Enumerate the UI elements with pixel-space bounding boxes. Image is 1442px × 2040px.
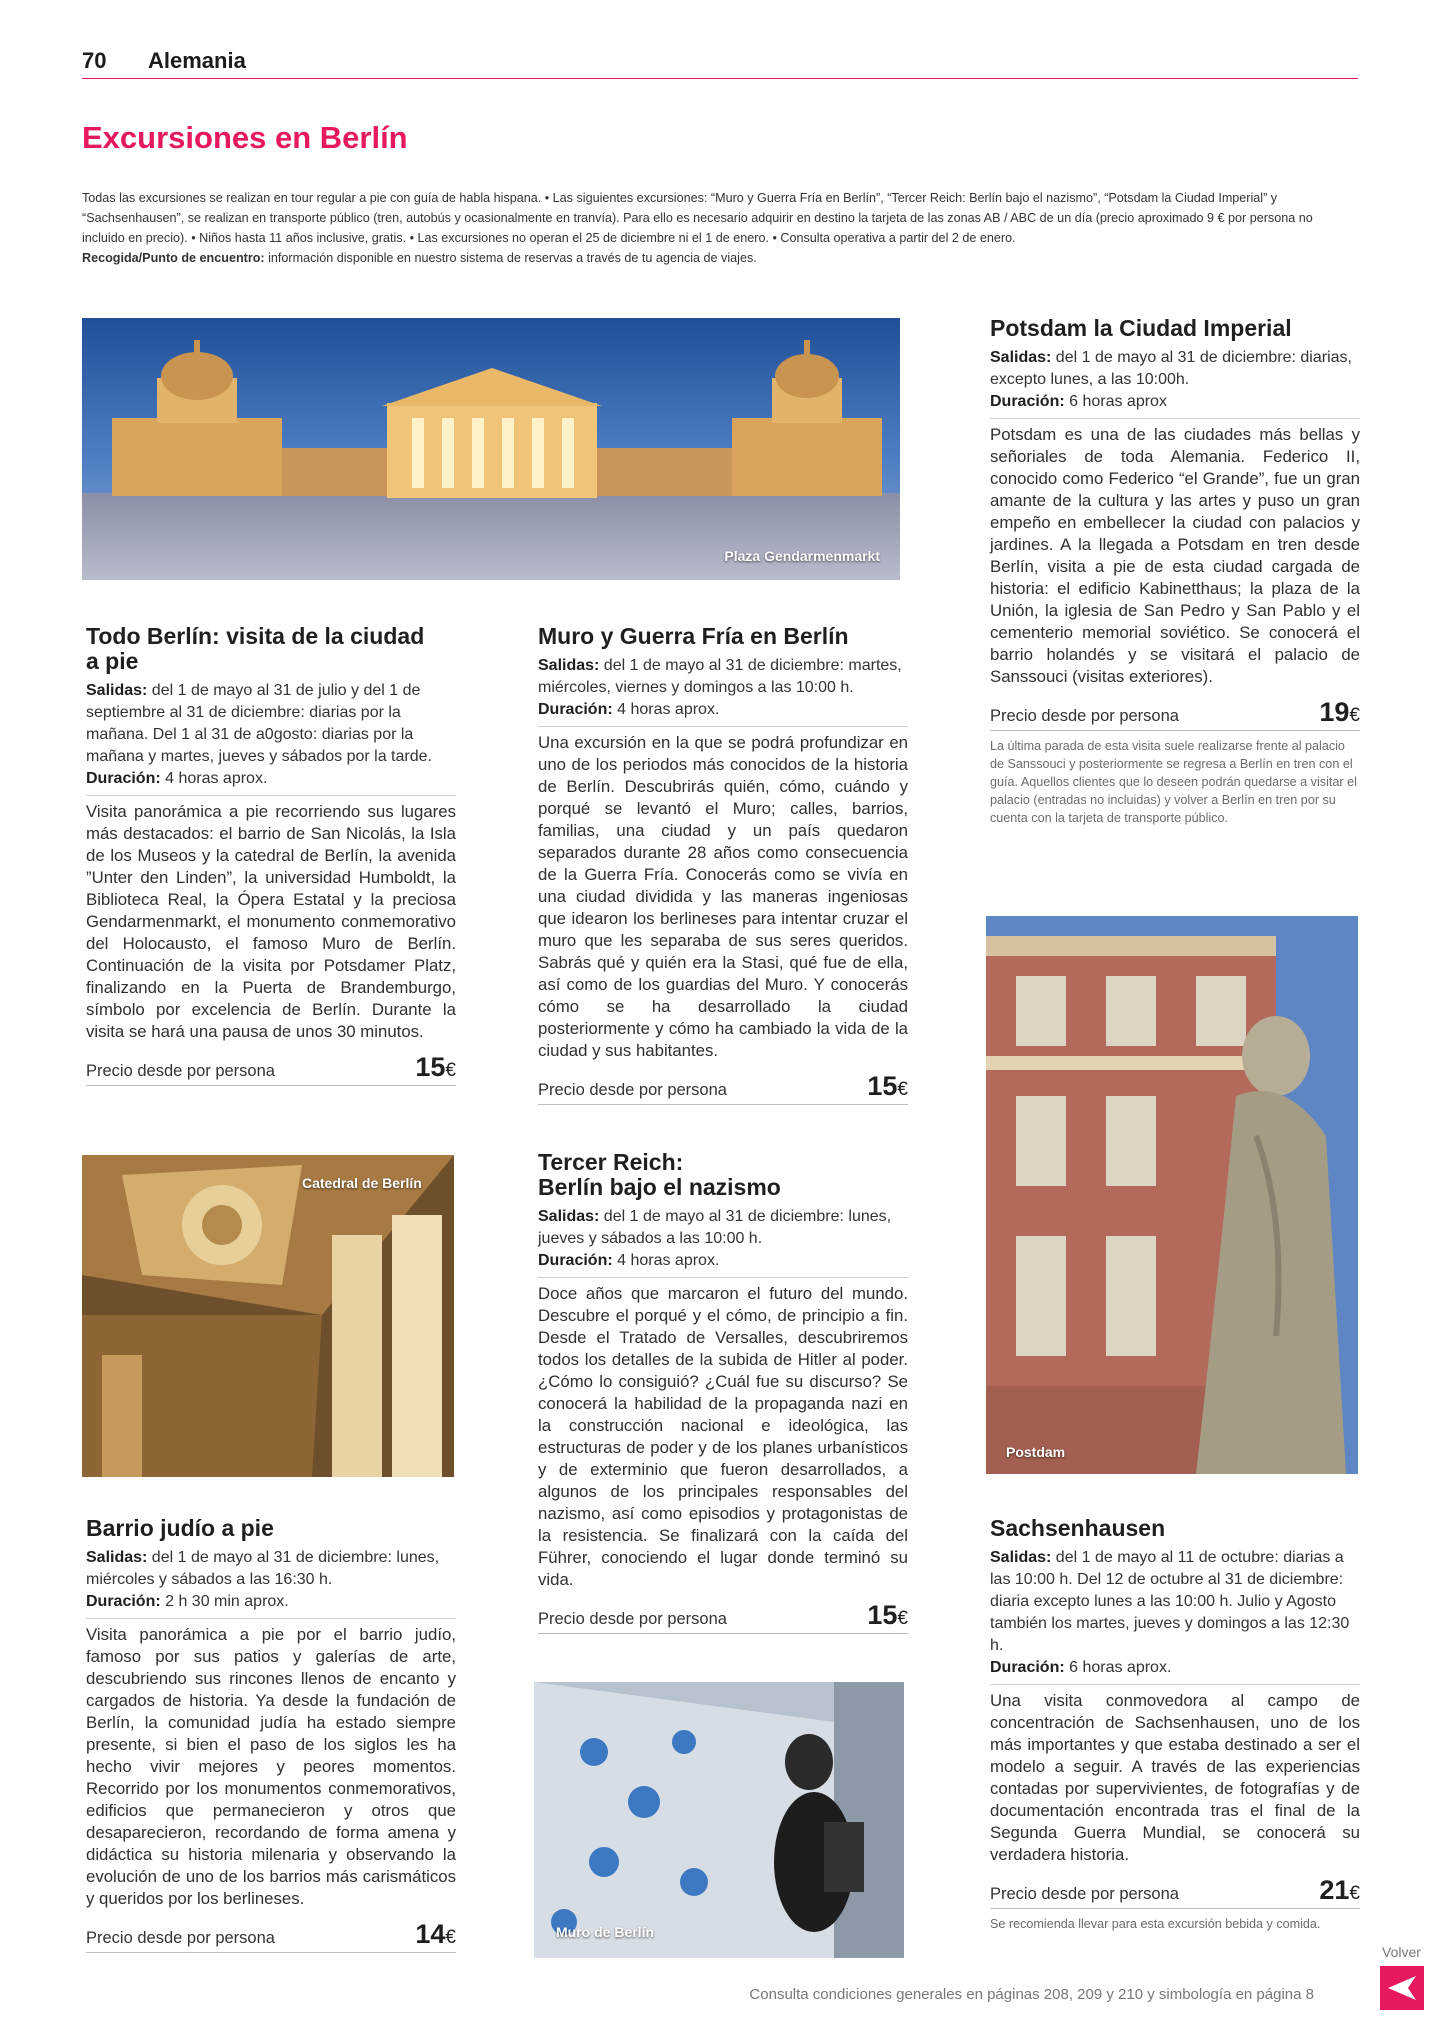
tour-price [86,1049,456,1086]
price-value [1319,1875,1360,1906]
duracion-text: 6 horas aprox. [1064,1659,1172,1676]
page-title: Excursiones en Berlín [82,120,408,155]
tour-note: La última parada de esta visita suele realizarse frente al palacio de Sanssouci y posteriormente se regresa a Berlín en tren con el guía. Aquellos clientes que lo deseen podrán quedarse a visitar el palacio (entradas no incluidas) y volver a Berlín en tren por su cuenta con la tarjeta de transporte público. [990,739,1357,825]
salidas-label: Salidas: [538,657,600,674]
tour-muro-guerra-fria [538,624,908,1105]
price-label: Precio desde por persona [990,1885,1179,1903]
tour-salidas [990,1547,1360,1657]
tour-price [86,1916,456,1953]
tour-todo-berlin [86,624,456,1086]
price-amount: 14 [415,1919,446,1949]
salidas-label: Salidas: [990,349,1052,366]
footer-note: Consulta condiciones generales en páginas 208, 209 y 210 y simbología en página 8 [749,1986,1314,2003]
tour-duracion [990,391,1360,419]
pickup-label: Recogida/Punto de encuentro: [82,251,265,265]
duracion-label: Duración: [538,701,613,718]
price-value [1319,697,1360,728]
price-value [867,1071,908,1102]
tour-price [990,694,1360,731]
price-label: Precio desde por persona [990,707,1179,725]
salidas-label: Salidas: [538,1208,600,1225]
salidas-label: Salidas: [86,682,148,699]
salidas-label: Salidas: [990,1549,1052,1566]
tour-duracion [990,1657,1360,1685]
tour-title: Potsdam la Ciudad Imperial [990,315,1292,341]
salidas-label: Salidas: [86,1549,148,1566]
tour-title: Muro y Guerra Fría en Berlín [538,623,849,649]
tour-sachsenhausen [990,1516,1360,1933]
photo-catedral-image [82,1155,454,1477]
photo-caption: Catedral de Berlín [302,1175,422,1191]
back-button[interactable] [1380,1966,1424,2010]
currency: € [445,1060,456,1081]
price-label: Precio desde por persona [538,1610,727,1628]
duracion-text: 6 horas aprox [1064,393,1167,410]
price-amount: 15 [415,1052,446,1082]
tour-title: Sachsenhausen [990,1515,1166,1541]
duracion-label: Duración: [86,1593,161,1610]
salidas-text: del 1 de mayo al 31 de diciembre: diarias, excepto lunes, a las 10:00h. [990,349,1352,388]
currency: € [445,1927,456,1948]
duracion-text: 2 h 30 min aprox. [160,1593,289,1610]
price-amount: 19 [1319,697,1350,727]
price-amount: 21 [1319,1875,1350,1905]
duracion-label: Duración: [86,770,161,787]
tour-salidas [86,1547,456,1591]
price-label: Precio desde por persona [538,1081,727,1099]
currency: € [1349,705,1360,726]
photo-muro-image [534,1682,904,1958]
currency: € [1349,1883,1360,1904]
tour-note: Se recomienda llevar para esta excursión bebida y comida. [990,1917,1321,1931]
tour-duracion [86,768,456,796]
photo-gendarmenmarkt [82,318,900,580]
currency: € [897,1608,908,1629]
price-amount: 15 [867,1600,898,1630]
tour-description: Visita panorámica a pie por el barrio judío, famoso por sus patios y galerías de arte, descubriendo sus rincones llenos de encanto y cargados de historia. Ya desde la fundación de Berlín, la comunidad judía ha estado siempre presente, si bien el paso de los siglos les ha hecho vivir mejores y peores momentos. Recorrido por los monumentos conmemorativos, edificios que permanecieron y otros que desaparecieron, recordando de forma amena y didáctica su historia milenaria y observando la evolución de uno de los barrios más carismáticos y queridos por los berlineses. [86,1625,456,1908]
tour-description: Visita panorámica a pie recorriendo sus lugares más destacados: el barrio de San Nicolás, la Isla de los Museos y la catedral de Berlín, la avenida ”Unter den Linden”, la universidad Humboldt, la Biblioteca Real, la Ópera Estatal y la preciosa Gendarmenmarkt, el monumento conmemorativo del Holocausto, el famoso Muro de Berlín. Continuación de la visita por Potsdamer Platz, finalizando en la Puerta de Brandemburgo, símbolo por excelencia de Berlín. Durante la visita se hará una pausa de unos 30 minutos. [86,802,456,1041]
tour-title [538,1150,908,1200]
pickup-text: información disponible en nuestro sistema de reservas a través de tu agencia de viajes. [264,251,757,265]
tour-duracion [86,1591,456,1619]
duracion-text: 4 horas aprox. [612,1252,720,1269]
tour-title [86,624,456,674]
photo-muro [534,1682,904,1958]
tour-price [990,1872,1360,1909]
tour-barrio-judio [86,1516,456,1953]
tour-salidas [990,347,1360,391]
tour-title-line: a pie [86,648,139,674]
tour-title-line: Todo Berlín: visita de la ciudad [86,623,425,649]
page-header [82,48,1358,79]
tour-potsdam [990,316,1360,827]
tour-duracion [538,699,908,727]
tour-salidas [538,655,908,699]
photo-caption: Muro de Berlín [556,1924,655,1940]
currency: € [897,1079,908,1100]
pickup-line [82,248,1352,268]
photo-catedral [82,1155,454,1477]
photo-gendarmenmarkt-image [82,318,900,580]
photo-caption: Postdam [1006,1444,1066,1460]
photo-postdam-image [986,916,1358,1474]
duracion-label: Duración: [990,1659,1065,1676]
tour-title-line: Berlín bajo el nazismo [538,1174,781,1200]
salidas-text: del 1 de mayo al 11 de octubre: diarias a las 10:00 h. Del 12 de octubre al 31 de diciembre: diaria excepto lunes a las 10:00 h. Julio y Agosto también los martes, jueves y domingos a las 12:30 h. [990,1549,1350,1654]
salidas-text: del 1 de mayo al 31 de julio y del 1 de septiembre al 31 de diciembre: diarias por la mañana. Del 1 al 31 de a0gosto: diarias por la mañana y martes, jueves y sábados por la tarde. [86,682,432,765]
duracion-label: Duración: [990,393,1065,410]
tour-salidas [538,1206,908,1250]
tour-salidas [86,680,456,768]
page-number: 70 [82,48,107,73]
photo-caption: Plaza Gendarmenmarkt [724,548,880,564]
salidas-text: del 1 de mayo al 31 de diciembre: martes, miércoles, viernes y domingos a las 10:00 h. [538,657,902,696]
tour-price [538,1068,908,1105]
tour-description: Una visita conmovedora al campo de concentración de Sachsenhausen, uno de los más importantes y que estaba destinado a ser el modelo a seguir. A través de las experiencias contadas por supervivientes, de fotografías y de documentación encontrada tras el final de la Segunda Guerra Mundial, se conocerá su verdadera historia. [990,1691,1360,1864]
tour-description: Una excursión en la que se podrá profundizar en uno de los periodos más conocidos de la historia de Berlín. Descubrirás quién, cómo, cuándo y porqué se levantó el Muro; calles, barrios, familias, una ciudad y un país quedaron separados durante 28 años como consecuencia de la Guerra Fría. Conocerás como se vivía en una ciudad dividida y las maneras ingeniosas que idearon los berlineses para intentar cruzar el muro que les separaba de sus seres queridos. Sabrás qué y quién era la Stasi, qué fue de ella, así como de los guardias del Muro. Y conocerás cómo se ha desarrollado la ciudad posteriormente y cómo ha cambiado la vida de la ciudad y sus habitantes. [538,733,908,1060]
photo-postdam [986,916,1358,1474]
salidas-text: del 1 de mayo al 31 de diciembre: lunes, jueves y sábados a las 10:00 h. [538,1208,892,1247]
intro-paragraph: Todas las excursiones se realizan en tour regular a pie con guía de habla hispana. • Las siguientes excursiones: “Muro y Guerra Fría en Berlín”, “Tercer Reich: Berlín bajo el nazismo”, “Potsdam la Ciudad Imperial” y “Sachsenhausen”, se realizan en transporte público (tren, autobús y ocasionalmente en tranvía). Para ello es necesario adquirir en destino la tarjeta de las zonas AB / ABC de un día (precio aproximado 9 € por persona no incluido en precio). • Niños hasta 11 años inclusive, gratis. • Las excursiones no operan el 25 de diciembre ni el 1 de enero. • Consulta operativa a partir del 2 de enero. [82,191,1313,245]
tour-title: Barrio judío a pie [86,1515,274,1541]
tour-price [538,1597,908,1634]
tour-title-line: Tercer Reich: [538,1149,684,1175]
back-arrow-icon [1380,1966,1424,2010]
tour-description: Doce años que marcaron el futuro del mundo. Descubre el porqué y el cómo, de principio a fin. Desde el Tratado de Versalles, descubriremos todos los detalles de la subida de Hitler al poder. ¿Cómo lo consiguió? ¿Cuál fue su discurso? Se conocerá la habilidad de la propaganda nazi en la construcción nacional e ideológica, las estructuras de poder y de los planes urbanísticos y de exterminio que fueron desarrollados, a algunos de los principales responsables del nazismo, así como episodios y protagonistas de la resistencia. Se finalizará con la caída del Führer, conociendo el lugar donde terminó su vida. [538,1284,908,1589]
price-value [415,1919,456,1950]
duracion-text: 4 horas aprox. [612,701,720,718]
price-label: Precio desde por persona [86,1929,275,1947]
price-value [867,1600,908,1631]
price-label: Precio desde por persona [86,1062,275,1080]
intro-text [82,188,1352,268]
duracion-label: Duración: [538,1252,613,1269]
price-amount: 15 [867,1071,898,1101]
duracion-text: 4 horas aprox. [160,770,268,787]
salidas-text: del 1 de mayo al 31 de diciembre: lunes, miércoles y sábados a las 16:30 h. [86,1549,440,1588]
tour-duracion [538,1250,908,1278]
price-value [415,1052,456,1083]
tour-tercer-reich [538,1150,908,1634]
tour-description: Potsdam es una de las ciudades más bellas y señoriales de toda Alemania. Federico II, conocido como Federico “el Grande”, fue un gran amante de la cultura y las artes y puso un gran empeño en embellecer la ciudad con palacios y jardines. A la llegada a Potsdam en tren desde Berlín, visita a pie de esta ciudad cargada de historia: el edificio Kabinetthaus; la plaza de la Unión, la iglesia de San Pedro y San Pablo y el cementerio memorial soviético. Se conocerá el barrio holandés y se visitará el palacio de Sanssouci (visitas exteriores). [990,425,1360,686]
volver-label[interactable]: Volver [1382,1944,1421,1960]
section-name: Alemania [148,48,246,73]
